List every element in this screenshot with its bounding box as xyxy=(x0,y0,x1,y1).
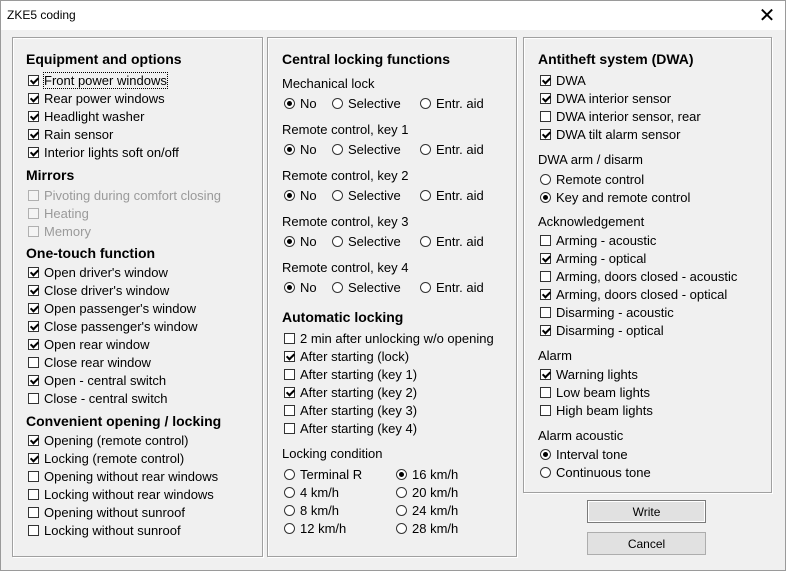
lockcond-radio[interactable] xyxy=(284,487,295,498)
central-group-label: Remote control, key 4 xyxy=(282,260,409,275)
central-group-label: Remote control, key 3 xyxy=(282,214,409,229)
lockcond-radio[interactable] xyxy=(396,469,407,480)
ack-heading: Acknowledgement xyxy=(538,214,645,229)
lockcond-label: 24 km/h xyxy=(412,503,459,518)
equipment-label: Headlight washer xyxy=(44,109,145,124)
lockcond-radio[interactable] xyxy=(396,487,407,498)
dwa-checkbox[interactable] xyxy=(540,129,551,140)
central-group-label: Remote control, key 2 xyxy=(282,168,409,183)
autolock-label: 2 min after unlocking w/o opening xyxy=(300,331,494,346)
onetouch-heading: One-touch function xyxy=(26,245,156,261)
equipment-checkbox[interactable] xyxy=(28,75,39,86)
central-option-radio[interactable] xyxy=(284,98,295,109)
onetouch-checkbox[interactable] xyxy=(28,321,39,332)
onetouch-label: Close - central switch xyxy=(44,391,168,406)
ack-checkbox[interactable] xyxy=(540,253,551,264)
mirrors-checkbox xyxy=(28,208,39,219)
arm-label: Key and remote control xyxy=(556,190,691,205)
dwa-checkbox[interactable] xyxy=(540,111,551,122)
central-option-radio[interactable] xyxy=(420,190,431,201)
mirrors-label: Heating xyxy=(44,206,89,221)
convenient-checkbox[interactable] xyxy=(28,453,39,464)
onetouch-label: Open driver's window xyxy=(44,265,168,280)
ack-checkbox[interactable] xyxy=(540,289,551,300)
dwa-label: DWA interior sensor xyxy=(556,91,672,106)
central-option-radio[interactable] xyxy=(332,98,343,109)
autolock-checkbox[interactable] xyxy=(284,351,295,362)
onetouch-label: Open passenger's window xyxy=(44,301,197,316)
convenient-label: Locking without rear windows xyxy=(44,487,214,502)
convenient-checkbox[interactable] xyxy=(28,525,39,536)
lockcond-radio[interactable] xyxy=(284,469,295,480)
ack-checkbox[interactable] xyxy=(540,235,551,246)
central-option-radio[interactable] xyxy=(332,190,343,201)
convenient-label: Opening without rear windows xyxy=(44,469,219,484)
equipment-label: Interior lights soft on/off xyxy=(44,145,179,160)
ack-label: Arming, doors closed - optical xyxy=(556,287,728,302)
ack-label: Arming - optical xyxy=(556,251,647,266)
equipment-checkbox[interactable] xyxy=(28,147,39,158)
central-option-radio[interactable] xyxy=(332,144,343,155)
close-icon[interactable]: ✕ xyxy=(758,4,776,27)
autolock-label: After starting (key 2) xyxy=(300,385,418,400)
central-option-label: Entr. aid xyxy=(436,188,484,203)
autolock-checkbox[interactable] xyxy=(284,369,295,380)
dwa-checkbox[interactable] xyxy=(540,93,551,104)
dwa-label: DWA xyxy=(556,73,586,88)
lockcond-label: 28 km/h xyxy=(412,521,459,536)
autolock-checkbox[interactable] xyxy=(284,405,295,416)
lockcond-heading: Locking condition xyxy=(282,446,383,461)
cancel-button[interactable]: Cancel xyxy=(587,532,706,555)
ack-label: Disarming - optical xyxy=(556,323,664,338)
central-option-label: Entr. aid xyxy=(436,280,484,295)
alarm-label: High beam lights xyxy=(556,403,653,418)
mirrors-checkbox xyxy=(28,190,39,201)
lockcond-label: Terminal R xyxy=(300,467,363,482)
onetouch-label: Close passenger's window xyxy=(44,319,198,334)
arm-radio[interactable] xyxy=(540,174,551,185)
convenient-checkbox[interactable] xyxy=(28,507,39,518)
autolock-label: After starting (key 1) xyxy=(300,367,418,382)
dwa-label: DWA tilt alarm sensor xyxy=(556,127,681,142)
write-button[interactable]: Write xyxy=(587,500,706,523)
alarmacoustic-label: Continuous tone xyxy=(556,465,651,480)
dwa-heading: Antitheft system (DWA) xyxy=(538,51,694,67)
onetouch-checkbox[interactable] xyxy=(28,285,39,296)
lockcond-label: 16 km/h xyxy=(412,467,459,482)
mirrors-checkbox xyxy=(28,226,39,237)
convenient-checkbox[interactable] xyxy=(28,435,39,446)
lockcond-radio[interactable] xyxy=(396,523,407,534)
central-option-radio[interactable] xyxy=(284,144,295,155)
convenient-label: Opening without sunroof xyxy=(44,505,185,520)
dwa-checkbox[interactable] xyxy=(540,75,551,86)
central-heading: Central locking functions xyxy=(282,51,451,67)
alarm-label: Low beam lights xyxy=(556,385,650,400)
autolock-label: After starting (key 3) xyxy=(300,403,418,418)
onetouch-checkbox[interactable] xyxy=(28,267,39,278)
equipment-checkbox[interactable] xyxy=(28,111,39,122)
equipment-label: Rain sensor xyxy=(44,127,114,142)
ack-label: Disarming - acoustic xyxy=(556,305,674,320)
central-group-label: Remote control, key 1 xyxy=(282,122,409,137)
autolock-checkbox[interactable] xyxy=(284,333,295,344)
central-option-radio[interactable] xyxy=(284,236,295,247)
onetouch-label: Open - central switch xyxy=(44,373,167,388)
central-option-radio[interactable] xyxy=(420,282,431,293)
arm-radio[interactable] xyxy=(540,192,551,203)
autolock-heading: Automatic locking xyxy=(282,309,404,325)
onetouch-checkbox[interactable] xyxy=(28,393,39,404)
central-option-radio[interactable] xyxy=(284,190,295,201)
onetouch-checkbox[interactable] xyxy=(28,375,39,386)
equipment-checkbox[interactable] xyxy=(28,129,39,140)
central-option-label: Selective xyxy=(348,280,401,295)
alarmacoustic-label: Interval tone xyxy=(556,447,628,462)
convenient-label: Locking without sunroof xyxy=(44,523,181,538)
lockcond-radio[interactable] xyxy=(284,505,295,516)
central-option-label: Selective xyxy=(348,234,401,249)
central-option-radio[interactable] xyxy=(420,236,431,247)
mirrors-label: Memory xyxy=(44,224,91,239)
autolock-label: After starting (key 4) xyxy=(300,421,418,436)
convenient-label: Locking (remote control) xyxy=(44,451,185,466)
dwa-label: DWA interior sensor, rear xyxy=(556,109,701,124)
central-option-label: Entr. aid xyxy=(436,234,484,249)
onetouch-label: Open rear window xyxy=(44,337,150,352)
equipment-checkbox[interactable] xyxy=(28,93,39,104)
central-option-label: No xyxy=(300,96,317,111)
convenient-checkbox[interactable] xyxy=(28,489,39,500)
equipment-heading: Equipment and options xyxy=(26,51,182,67)
central-option-label: No xyxy=(300,188,317,203)
equipment-label: Rear power windows xyxy=(44,91,165,106)
convenient-heading: Convenient opening / locking xyxy=(26,413,222,429)
equipment-label: Front power windows xyxy=(44,73,167,88)
central-option-radio[interactable] xyxy=(284,282,295,293)
ack-checkbox[interactable] xyxy=(540,307,551,318)
lockcond-label: 20 km/h xyxy=(412,485,459,500)
arm-label: Remote control xyxy=(556,172,645,187)
central-option-radio[interactable] xyxy=(332,236,343,247)
onetouch-checkbox[interactable] xyxy=(28,357,39,368)
lockcond-label: 4 km/h xyxy=(300,485,340,500)
central-option-label: Entr. aid xyxy=(436,142,484,157)
lockcond-radio[interactable] xyxy=(396,505,407,516)
lockcond-label: 8 km/h xyxy=(300,503,340,518)
autolock-label: After starting (lock) xyxy=(300,349,410,364)
alarmacoustic-heading: Alarm acoustic xyxy=(538,428,624,443)
window-title: ZKE5 coding xyxy=(7,8,76,22)
title-bar xyxy=(1,1,785,30)
ack-checkbox[interactable] xyxy=(540,325,551,336)
arm-heading: DWA arm / disarm xyxy=(538,152,643,167)
onetouch-checkbox[interactable] xyxy=(28,339,39,350)
central-option-label: Selective xyxy=(348,142,401,157)
ack-checkbox[interactable] xyxy=(540,271,551,282)
ack-label: Arming, doors closed - acoustic xyxy=(556,269,738,284)
central-option-label: Entr. aid xyxy=(436,96,484,111)
alarm-heading: Alarm xyxy=(538,348,572,363)
autolock-checkbox[interactable] xyxy=(284,423,295,434)
central-option-label: Selective xyxy=(348,188,401,203)
alarm-checkbox[interactable] xyxy=(540,387,551,398)
autolock-checkbox[interactable] xyxy=(284,387,295,398)
alarmacoustic-radio[interactable] xyxy=(540,449,551,460)
central-option-label: Selective xyxy=(348,96,401,111)
convenient-label: Opening (remote control) xyxy=(44,433,189,448)
central-option-radio[interactable] xyxy=(420,98,431,109)
onetouch-label: Close rear window xyxy=(44,355,151,370)
onetouch-label: Close driver's window xyxy=(44,283,170,298)
alarmacoustic-radio[interactable] xyxy=(540,467,551,478)
convenient-checkbox[interactable] xyxy=(28,471,39,482)
lockcond-label: 12 km/h xyxy=(300,521,347,536)
mirrors-label: Pivoting during comfort closing xyxy=(44,188,222,203)
central-option-label: No xyxy=(300,234,317,249)
alarm-label: Warning lights xyxy=(556,367,638,382)
onetouch-checkbox[interactable] xyxy=(28,303,39,314)
mirrors-heading: Mirrors xyxy=(26,167,75,183)
alarm-checkbox[interactable] xyxy=(540,405,551,416)
lockcond-radio[interactable] xyxy=(284,523,295,534)
central-option-radio[interactable] xyxy=(332,282,343,293)
central-option-label: No xyxy=(300,142,317,157)
central-option-radio[interactable] xyxy=(420,144,431,155)
ack-label: Arming - acoustic xyxy=(556,233,657,248)
central-group-label: Mechanical lock xyxy=(282,76,375,91)
alarm-checkbox[interactable] xyxy=(540,369,551,380)
central-option-label: No xyxy=(300,280,317,295)
